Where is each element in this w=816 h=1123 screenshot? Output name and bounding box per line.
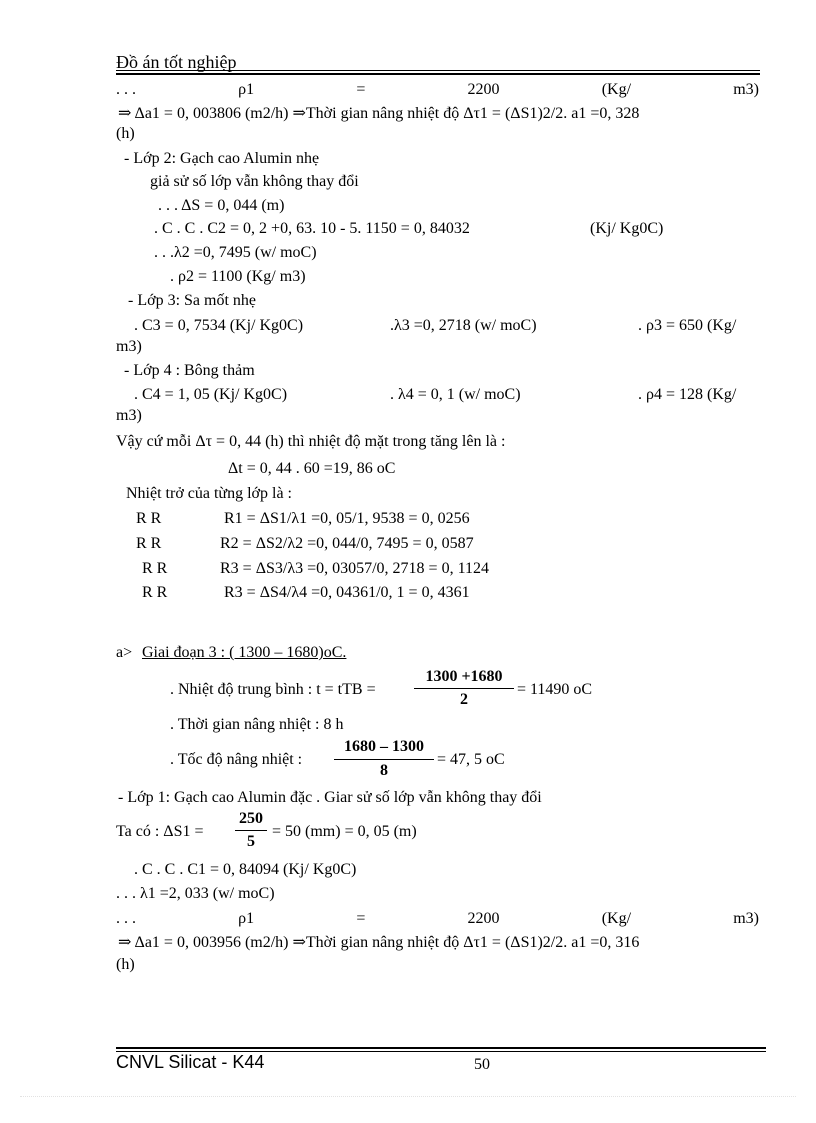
- resist-expr: R3 = ΔS4/λ4 =0, 04361/0, 1 = 0, 4361: [224, 584, 470, 601]
- rho-symbol: ρ1: [238, 910, 255, 927]
- resist-label: R R: [136, 510, 162, 527]
- layer4-cont: m3): [116, 407, 142, 424]
- heating-rate-result: = 47, 5 oC: [437, 751, 505, 768]
- delta-a-line: ⇒ Δa1 = 0, 003806 (m2/h) ⇒Thời gian nâng nhiệt độ Δτ1 = (ΔS1)2/2. a1 =0, 328: [118, 105, 640, 122]
- rho-eq: =: [356, 81, 366, 98]
- rate-fraction-numerator: 1680 – 1300: [344, 738, 424, 755]
- layer2-c2-unit: (Kj/ Kg0C): [590, 220, 664, 237]
- fraction-bar: [235, 830, 267, 831]
- header-rule-thick: [116, 73, 760, 75]
- delta-a-cont: (h): [116, 125, 135, 142]
- rho-unit-a: (Kg/: [601, 910, 632, 927]
- layer2-ds: . . . ΔS = 0, 044 (m): [158, 197, 285, 214]
- layer3-rho: . ρ3 = 650 (Kg/: [638, 317, 737, 334]
- page-edge-dotted-line: [20, 1096, 796, 1097]
- rho-dots: . . .: [116, 81, 136, 98]
- rho1-line: [116, 909, 759, 929]
- resist-expr: R1 = ΔS1/λ1 =0, 05/1, 9538 = 0, 0256: [224, 510, 470, 527]
- rho-unit-a: (Kg/: [601, 81, 632, 98]
- rho-dots: . . .: [116, 910, 136, 927]
- page-header-title: Đồ án tốt nghiệp: [116, 52, 237, 72]
- header-rule-thin: [116, 70, 760, 71]
- footer-rule-thick: [116, 1047, 766, 1049]
- rho-unit-b: m3): [733, 81, 759, 98]
- resist-expr: R2 = ΔS2/λ2 =0, 044/0, 7495 = 0, 0587: [220, 535, 474, 552]
- resistance-title: Nhiệt trở của từng lớp là :: [126, 485, 292, 502]
- layer4-title: - Lớp 4 : Bông thảm: [124, 362, 255, 379]
- resist-label: R R: [142, 560, 168, 577]
- page-number: 50: [474, 1056, 490, 1073]
- avg-temp-label: . Nhiệt độ trung bình : t = tTB =: [170, 681, 376, 698]
- layer2-title: - Lớp 2: Gạch cao Alumin nhẹ: [124, 150, 320, 167]
- fraction-bar: [414, 688, 514, 689]
- heating-rate-label: . Tốc độ nâng nhiệt :: [170, 751, 303, 768]
- rho-symbol: ρ1: [238, 81, 255, 98]
- stage-prefix: a>: [116, 644, 133, 661]
- rho-unit-b: m3): [733, 910, 759, 927]
- taco-fraction-numerator: 250: [239, 810, 263, 827]
- layer4-rho: . ρ4 = 128 (Kg/: [638, 386, 737, 403]
- heating-time: . Thời gian nâng nhiệt : 8 h: [170, 716, 344, 733]
- rate-fraction-denominator: 8: [380, 762, 388, 779]
- delta-a-cont: (h): [116, 956, 135, 973]
- resist-expr: R3 = ΔS3/λ3 =0, 03057/0, 2718 = 0, 1124: [220, 560, 489, 577]
- fraction-bar: [334, 759, 434, 760]
- taco-fraction-denominator: 5: [247, 833, 255, 850]
- stage3-lambda1: . . . λ1 =2, 033 (w/ moC): [116, 885, 275, 902]
- stage3-c1: . C . C . C1 = 0, 84094 (Kj/ Kg0C): [134, 861, 357, 878]
- layer3-cont: m3): [116, 338, 142, 355]
- footer-course: CNVL Silicat - K44: [116, 1052, 265, 1072]
- layer3-lambda: .λ3 =0, 2718 (w/ moC): [390, 317, 537, 334]
- resist-label: R R: [142, 584, 168, 601]
- rho1-line: [116, 80, 759, 100]
- layer4-lambda: . λ4 = 0, 1 (w/ moC): [390, 386, 521, 403]
- stage3-layer1-title: - Lớp 1: Gạch cao Alumin đặc . Giar sử số lớp vẫn không thay đổi: [118, 789, 542, 806]
- delta-t-line: Δt = 0, 44 . 60 =19, 86 oC: [228, 460, 396, 477]
- delta-a-line: ⇒ Δa1 = 0, 003956 (m2/h) ⇒Thời gian nâng nhiệt độ Δτ1 = (ΔS1)2/2. a1 =0, 316: [118, 934, 640, 951]
- layer2-assume: giả sử số lớp vẫn không thay đổi: [150, 173, 359, 190]
- rho-eq: =: [356, 910, 366, 927]
- layer3-title: - Lớp 3: Sa mốt nhẹ: [128, 292, 256, 309]
- layer2-rho: . ρ2 = 1100 (Kg/ m3): [170, 268, 306, 285]
- resist-label: R R: [136, 535, 162, 552]
- stage-title: Giai đoạn 3 : ( 1300 – 1680)oC.: [142, 644, 347, 661]
- avg-fraction-numerator: 1300 +1680: [425, 668, 503, 685]
- avg-fraction-denominator: 2: [460, 691, 468, 708]
- summary-line: Vậy cứ mỗi Δτ = 0, 44 (h) thì nhiệt độ mặt trong tăng lên là :: [116, 433, 506, 450]
- layer2-c2: . C . C . C2 = 0, 2 +0, 63. 10 - 5. 1150 = 0, 84032: [154, 220, 470, 237]
- rho-value: 2200: [467, 910, 500, 927]
- layer4-c4: . C4 = 1, 05 (Kj/ Kg0C): [134, 386, 288, 403]
- layer2-lambda: . . .λ2 =0, 7495 (w/ moC): [154, 244, 317, 261]
- taco-result: = 50 (mm) = 0, 05 (m): [272, 823, 417, 840]
- layer3-c3: . C3 = 0, 7534 (Kj/ Kg0C): [134, 317, 304, 334]
- rho-value: 2200: [467, 81, 500, 98]
- taco-label: Ta có : ΔS1 =: [116, 823, 204, 840]
- avg-temp-result: = 11490 oC: [517, 681, 593, 698]
